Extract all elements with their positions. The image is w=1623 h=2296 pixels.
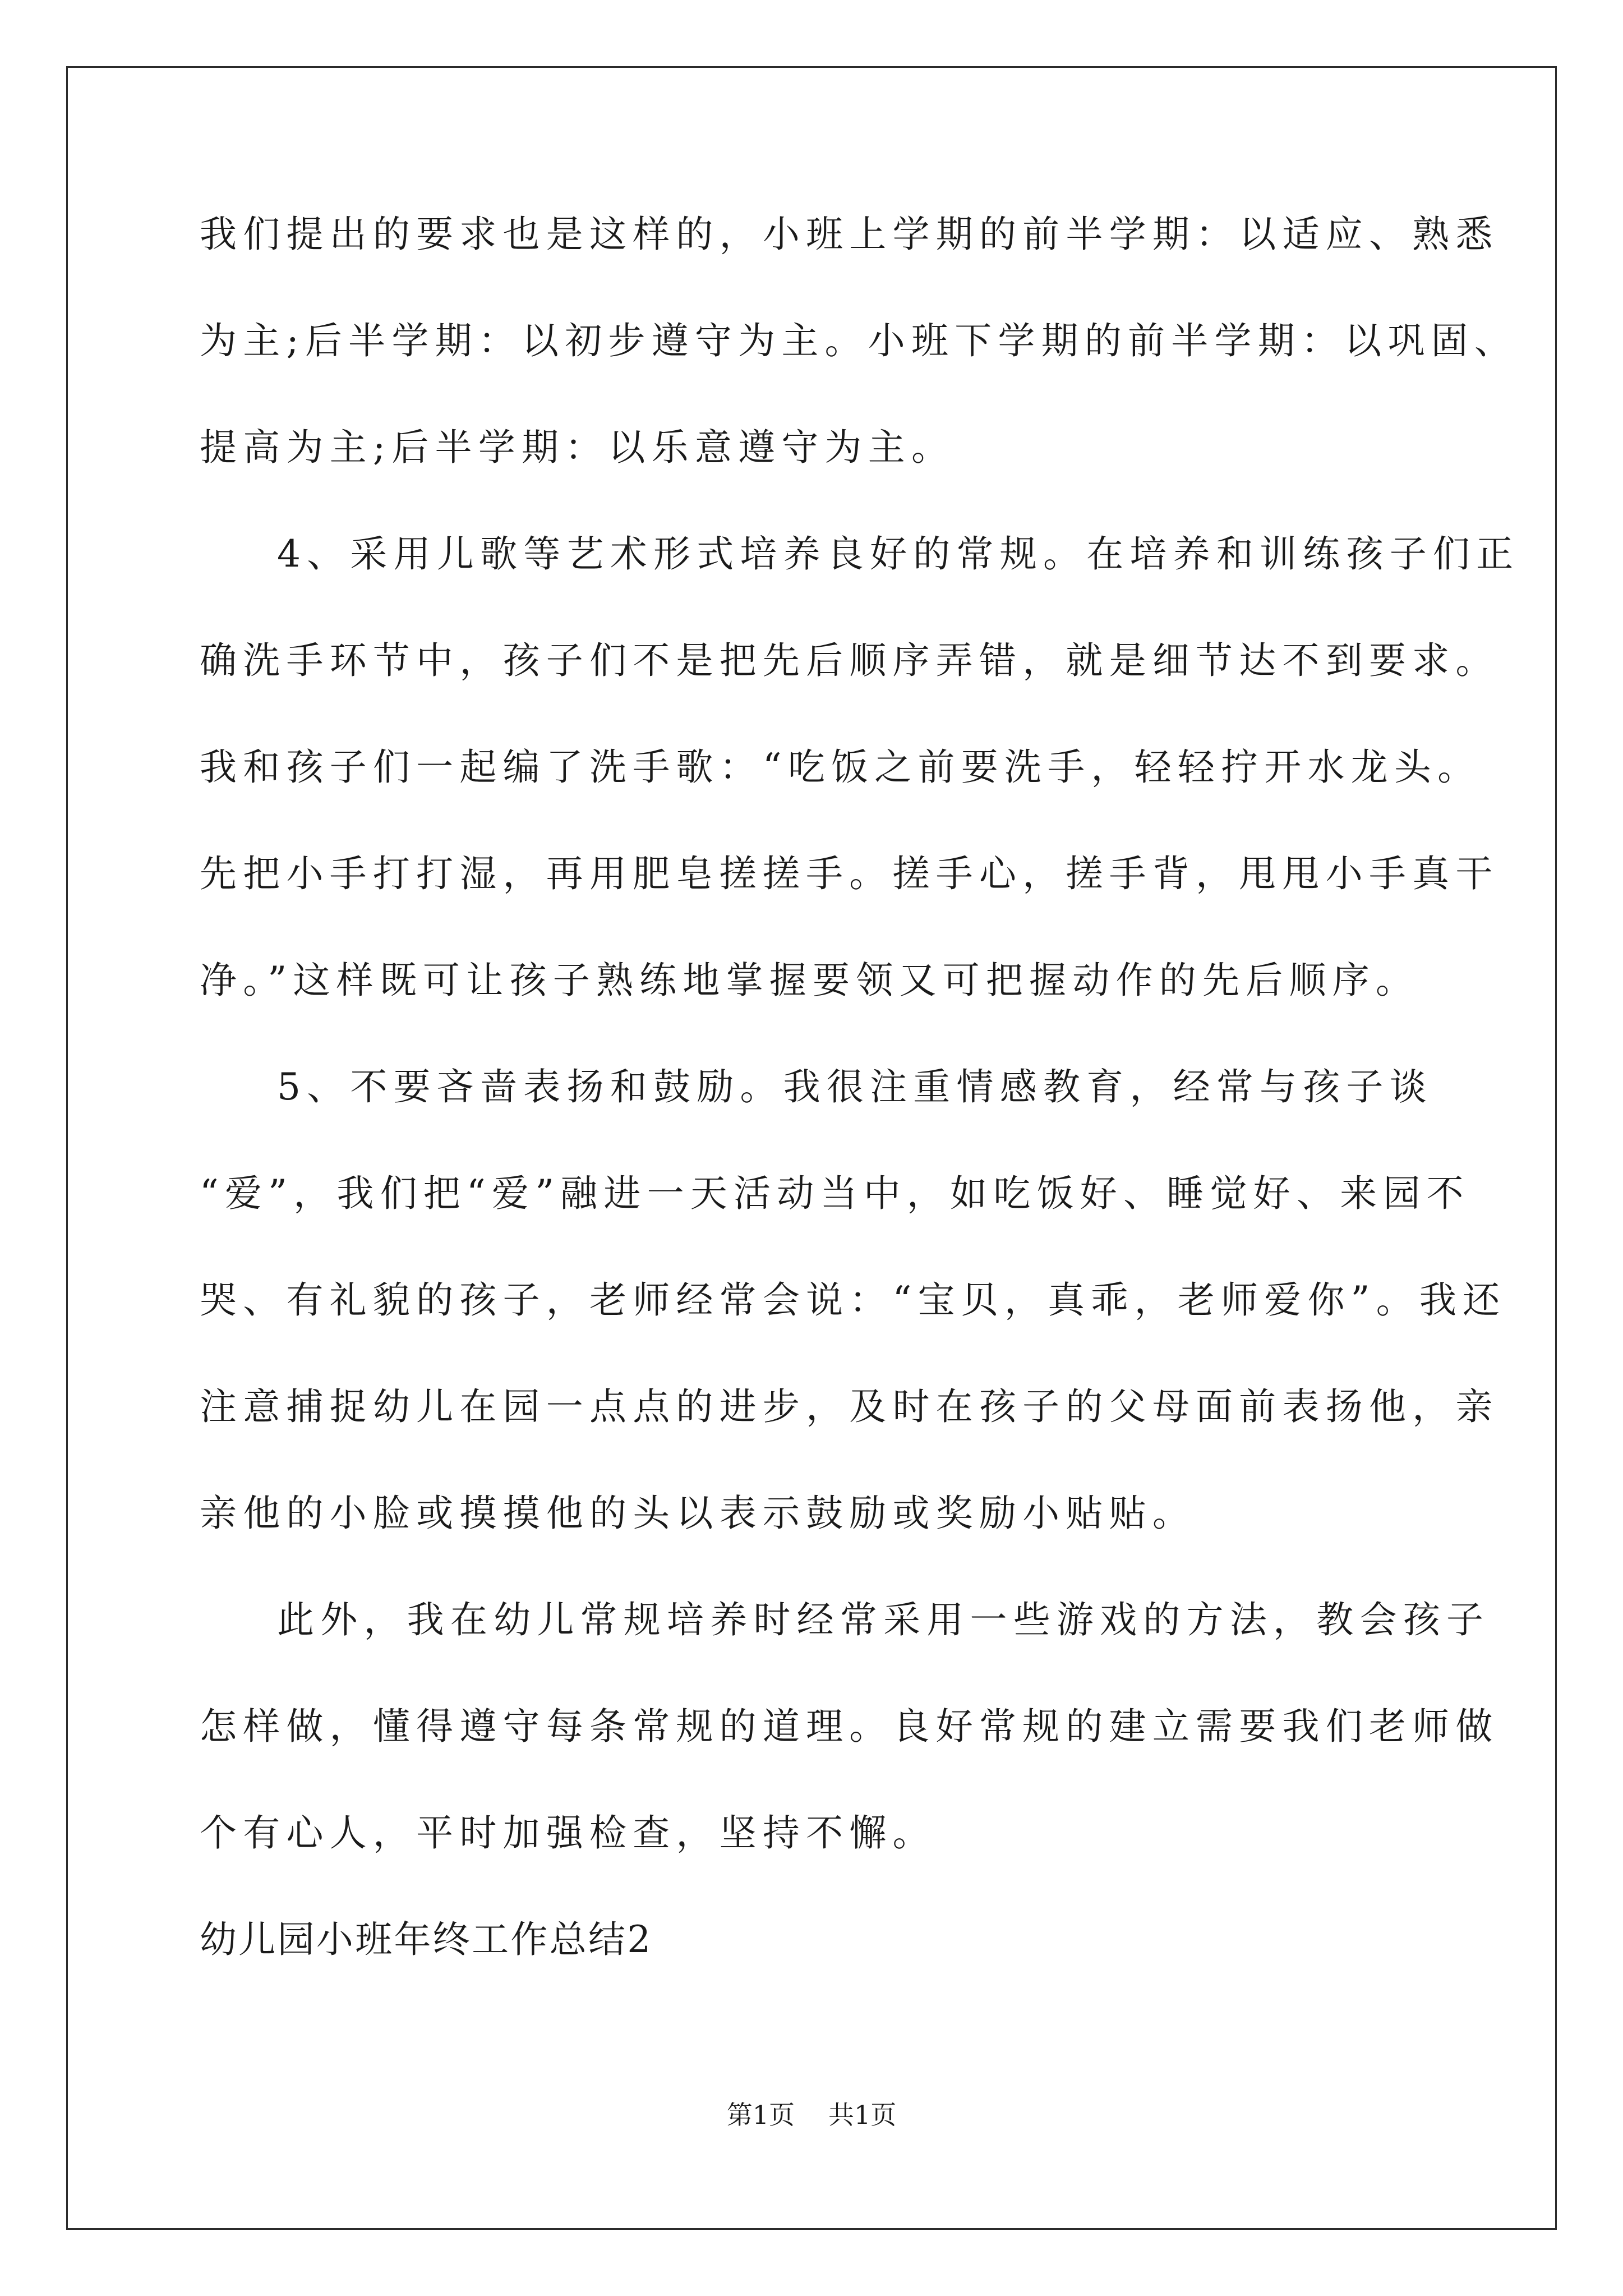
paragraph-line: 个有心人，平时加强检查，坚持不懈。 [200, 1811, 936, 1855]
paragraph-line: 为主;后半学期：以初步遵守为主。小班下学期的前半学期：以巩固、 [200, 319, 1518, 362]
page-number: 第1页 [726, 2100, 795, 2130]
paragraph-line: 亲他的小脸或摸摸他的头以表示鼓励或奖励小贴贴。 [200, 1492, 1196, 1535]
paragraph-line: 先把小手打打湿，再用肥皂搓搓手。搓手心，搓手背，甩甩小手真干 [200, 852, 1499, 895]
page-footer [0, 2098, 1623, 2132]
page-total: 共1页 [828, 2100, 897, 2130]
section-heading: 幼儿园小班年终工作总结2 [200, 1918, 653, 1961]
paragraph-line: 我和孩子们一起编了洗手歌：“吃饭之前要洗手，轻轻拧开水龙头。 [200, 746, 1481, 789]
paragraph-line: 哭、有礼貌的孩子，老师经常会说：“宝贝，真乖，老师爱你”。我还 [200, 1278, 1506, 1322]
paragraph-line: 净。”这样既可让孩子熟练地掌握要领又可把握动作的先后顺序。 [200, 959, 1419, 1002]
paragraph-line: 我们提出的要求也是这样的，小班上学期的前半学期：以适应、熟悉 [200, 213, 1499, 256]
paragraph-line: 5、不要吝啬表扬和鼓励。我很注重情感教育，经常与孩子谈 [277, 1065, 1433, 1108]
paragraph-line: 4、采用儿歌等艺术形式培养良好的常规。在培养和训练孩子们正 [277, 532, 1520, 576]
document-body [200, 208, 1520, 2019]
paragraph-line: 提高为主;后半学期：以乐意遵守为主。 [200, 426, 955, 469]
paragraph-line: 注意捕捉幼儿在园一点点的进步，及时在孩子的父母面前表扬他，亲 [200, 1385, 1499, 1428]
paragraph-line: 确洗手环节中，孩子们不是把先后顺序弄错，就是细节达不到要求。 [200, 639, 1499, 682]
paragraph-line: 此外，我在幼儿常规培养时经常采用一些游戏的方法，教会孩子 [277, 1598, 1490, 1641]
paragraph-line: 怎样做，懂得遵守每条常规的道理。良好常规的建立需要我们老师做 [200, 1705, 1499, 1748]
paragraph-line: “爱”，我们把“爱”融进一天活动当中，如吃饭好、睡觉好、来园不 [200, 1172, 1470, 1215]
